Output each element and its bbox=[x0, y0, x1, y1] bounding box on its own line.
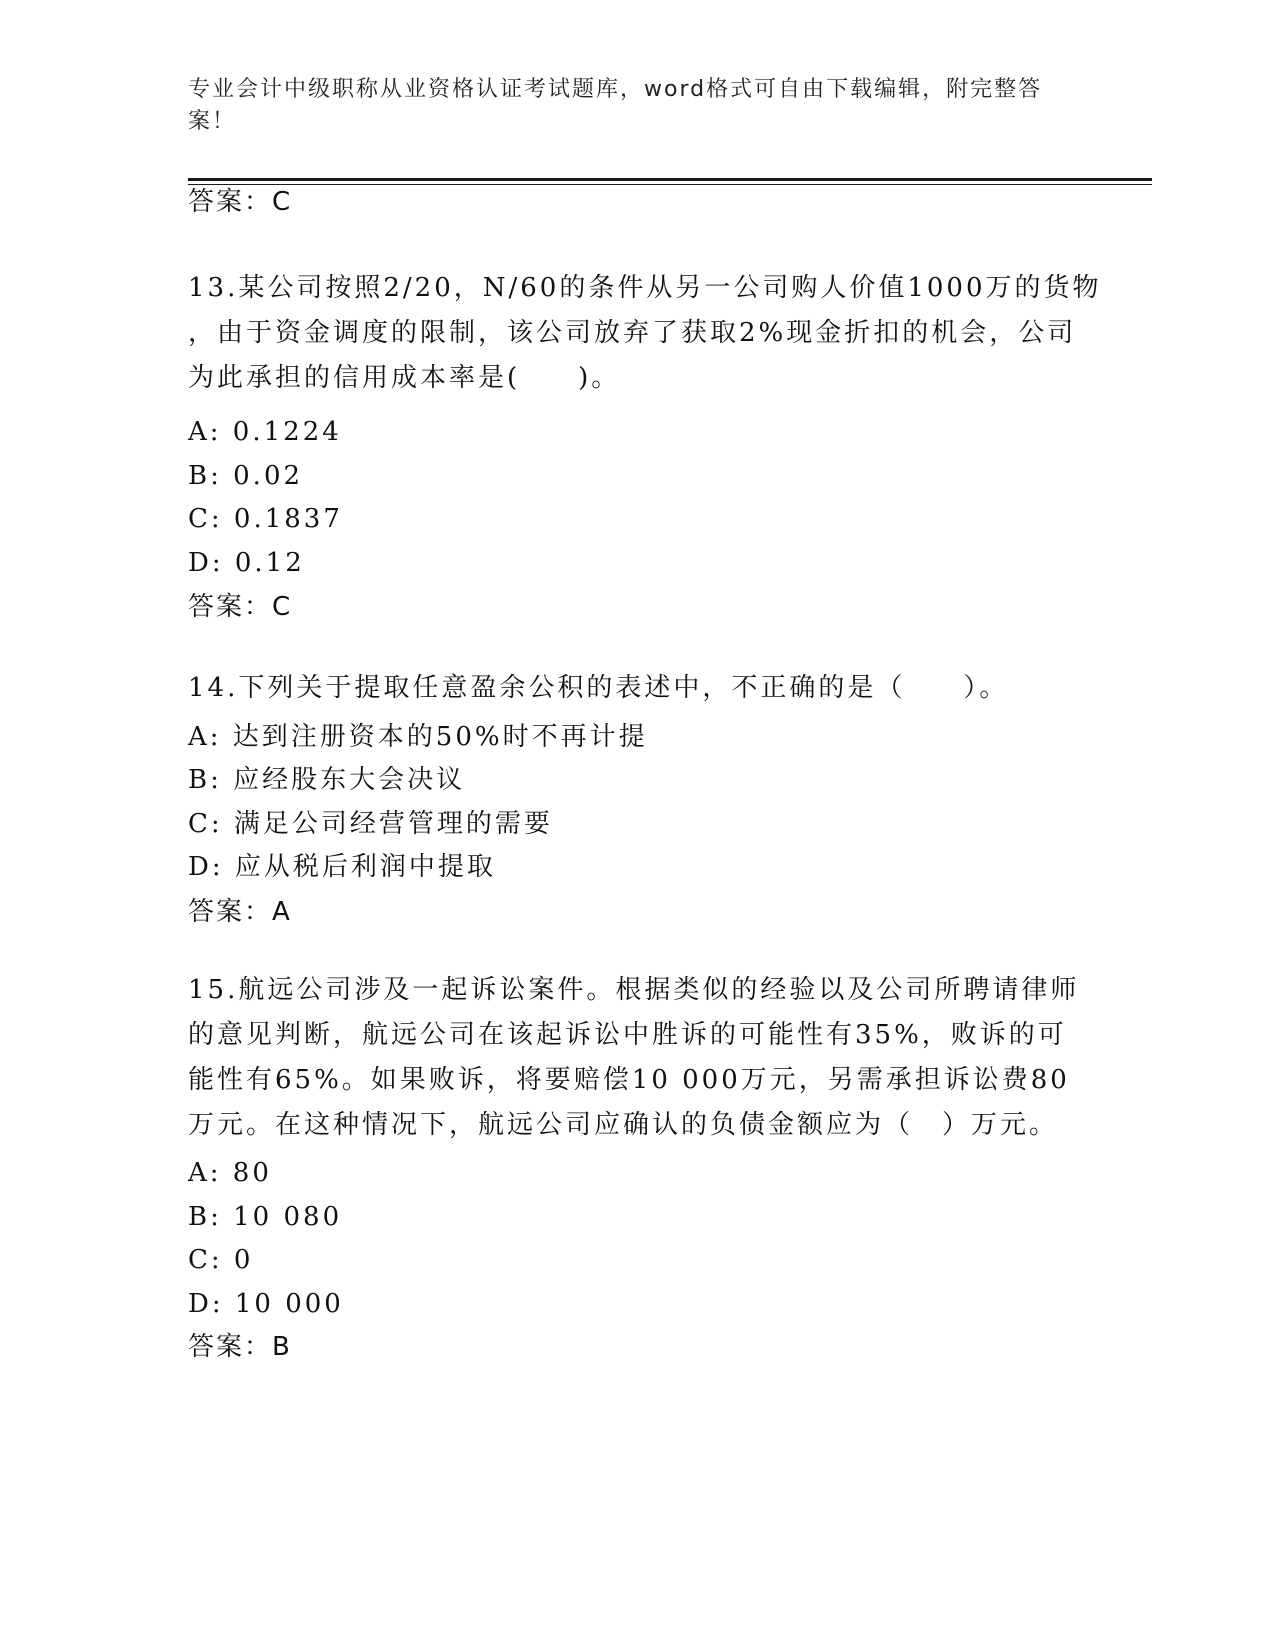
question-13-option-a: A: 0.1224 bbox=[188, 417, 342, 447]
question-15-option-c: C: 0 bbox=[188, 1245, 254, 1275]
prev-answer: 答案：C bbox=[188, 187, 293, 217]
header-line-2: 案！ bbox=[188, 109, 237, 134]
question-13-option-d: D: 0.12 bbox=[188, 548, 305, 578]
question-14-option-b: B: 应经股东大会决议 bbox=[188, 765, 466, 795]
question-15-answer: 答案：B bbox=[188, 1332, 292, 1362]
header-rule-thick bbox=[188, 178, 1152, 181]
header-line-1: 专业会计中级职称从业资格认证考试题库，word格式可自由下载编辑，附完整答 bbox=[188, 77, 1043, 102]
question-15-option-d: D: 10 000 bbox=[188, 1289, 344, 1319]
document-header bbox=[188, 74, 1088, 138]
question-15-line-4: 万元。在这种情况下，航远公司应确认的负债金额应为（ ）万元。 bbox=[188, 1110, 1059, 1140]
question-14-option-d: D: 应从税后利润中提取 bbox=[188, 852, 496, 882]
question-13-answer: 答案：C bbox=[188, 592, 293, 622]
question-13-line-2: ，由于资金调度的限制，该公司放弃了获取2%现金折扣的机会，公司 bbox=[188, 318, 1077, 348]
question-13-option-c: C: 0.1837 bbox=[188, 504, 343, 534]
question-13-option-b: B: 0.02 bbox=[188, 461, 304, 491]
header-rule-thin bbox=[188, 184, 1152, 185]
question-13 bbox=[188, 266, 1102, 401]
question-13-line-3: 为此承担的信用成本率是( )。 bbox=[188, 363, 621, 393]
question-15-line-3: 能性有65%。如果败诉，将要赔偿10 000万元，另需承担诉讼费80 bbox=[188, 1065, 1070, 1095]
question-15-line-2: 的意见判断，航远公司在该起诉讼中胜诉的可能性有35%，败诉的可 bbox=[188, 1020, 1067, 1050]
question-15 bbox=[188, 968, 1088, 1148]
question-15-option-a: A: 80 bbox=[188, 1158, 272, 1188]
question-13-line-1: 13.某公司按照2/20，N/60的条件从另一公司购人价值1000万的货物 bbox=[188, 273, 1102, 303]
question-14-line-1: 14.下列关于提取任意盈余公积的表述中，不正确的是（ ）。 bbox=[188, 673, 1009, 703]
question-14-option-a: A: 达到注册资本的50%时不再计提 bbox=[188, 722, 648, 752]
question-14-option-c: C: 满足公司经营管理的需要 bbox=[188, 809, 553, 839]
question-14 bbox=[188, 666, 1088, 711]
question-15-line-1: 15.航远公司涉及一起诉讼案件。根据类似的经验以及公司所聘请律师 bbox=[188, 975, 1080, 1005]
question-14-answer: 答案：A bbox=[188, 897, 292, 927]
question-15-option-b: B: 10 080 bbox=[188, 1202, 343, 1232]
